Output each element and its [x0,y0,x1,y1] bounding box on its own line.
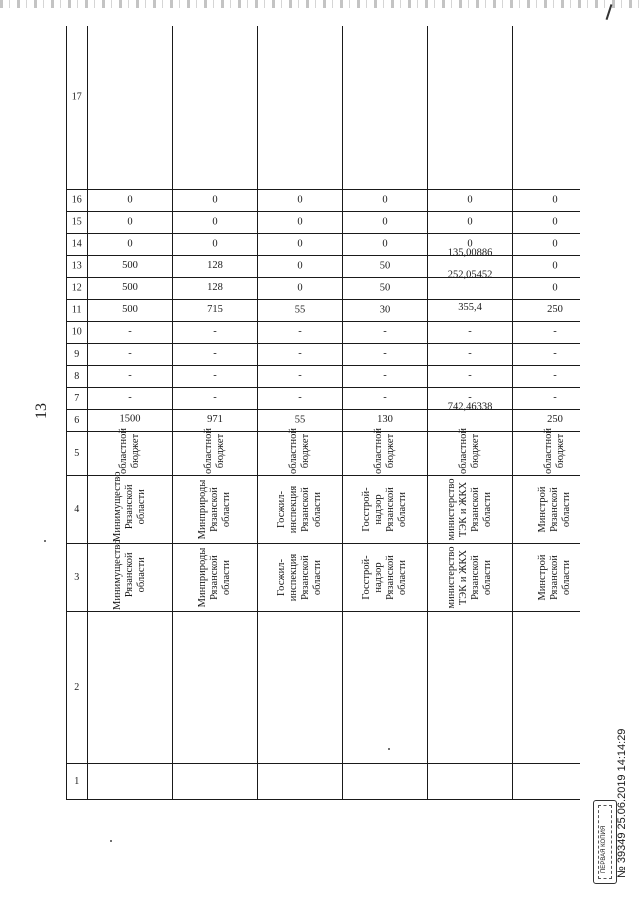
column-header-label: 16 [72,194,82,206]
table-frame [66,26,580,800]
table-cell-col14 [173,234,258,256]
stamp-label: ПЕРВАЯ КОПИЯ [601,825,607,873]
table-cell-col13 [513,256,581,278]
table-cell-col8 [173,366,258,388]
table-cell-col8 [428,366,513,388]
table-cell-col7 [88,388,173,410]
table-cell-col1 [343,764,428,800]
table-cell-col15 [258,212,343,234]
cell-text: - [128,392,132,404]
column-header-label: 2 [74,681,80,693]
cell-text: 0 [467,238,473,250]
cell-text: 0 [382,238,388,250]
cell-text: 355,4 [458,302,482,314]
cell-text: 0 [297,260,303,272]
scan-speck [110,840,112,842]
table-cell-col10 [88,322,173,344]
column-header-7 [67,388,88,410]
cell-text: 0 [467,216,473,228]
cell-text: 0 [552,238,558,250]
column-header-label: 12 [72,282,82,294]
table-cell-col12 [88,278,173,300]
cell-text: - [468,370,472,382]
cell-text: 0 [127,194,133,206]
column-header-label: 14 [72,238,82,250]
cell-text: областной бюджет [117,428,141,474]
table-cell-col13 [88,256,173,278]
table-cell-col13 [173,256,258,278]
scan-speck [388,748,390,750]
cell-text: Минприроды Рязанской области [196,547,233,608]
column-header-label: 9 [74,348,80,360]
cell-text: 0 [552,282,558,294]
cell-text: 715 [207,304,223,316]
column-header-4 [67,476,88,544]
table-cell-col17 [428,26,513,190]
cell-text: областной бюджет [457,428,481,474]
cell-text: 0 [297,194,303,206]
cell-text: - [213,326,217,338]
table-cell-col15 [343,212,428,234]
cell-text: областной бюджет [202,428,226,474]
table-cell-col7 [173,388,258,410]
table-cell-col8 [88,366,173,388]
table-cell-col11 [88,300,173,322]
cell-text: 128 [207,260,223,272]
table-cell-col8 [513,366,581,388]
table-cell-col11 [173,300,258,322]
table-cell-col7 [343,388,428,410]
cell-text: Минстрой Рязанской области [536,486,573,533]
column-header-15 [67,212,88,234]
table-cell-col16 [258,190,343,212]
column-header-6 [67,410,88,432]
column-header-3 [67,544,88,612]
table-body [88,26,581,800]
column-header-14 [67,234,88,256]
cell-text: 55 [294,414,306,426]
table-cell-col7 [513,388,581,410]
table-cell-col6 [428,401,513,432]
table-cell-col11 [343,300,428,322]
table-cell-col12 [258,278,343,300]
column-header-label: 4 [74,503,80,515]
cell-text: 0 [297,238,303,250]
table-cell-col16 [513,190,581,212]
table-cell-col5 [428,428,513,476]
page-number: 13 [33,403,50,419]
table-cell-col9 [513,344,581,366]
cell-text: - [298,392,302,404]
table-rotation [66,26,580,800]
table-cell-col4 [88,471,173,544]
cell-text: - [298,326,302,338]
cell-text: 0 [552,216,558,228]
cell-text: Минимущество Рязанской области [111,471,148,542]
table-cell-col2 [258,612,343,764]
budget-table [66,26,580,800]
table-cell-col5 [513,428,581,476]
table-cell-col15 [88,212,173,234]
cell-text: министерство ТЭК и ЖКХ Рязанской области [445,546,494,609]
cell-text: 0 [467,194,473,206]
table-cell-col10 [513,322,581,344]
table-cell-col4 [428,476,513,544]
table-cell-col15 [173,212,258,234]
table-cell-col3 [88,539,173,612]
table-row [343,26,428,800]
cell-text: областной бюджет [542,428,566,474]
table-cell-col12 [513,278,581,300]
table-cell-col17 [258,26,343,190]
column-header-13 [67,256,88,278]
table-cell-col3 [258,544,343,612]
table-cell-col10 [258,322,343,344]
column-header-label: 6 [74,414,80,426]
table-cell-col9 [428,344,513,366]
table-cell-col9 [173,344,258,366]
column-header-label: 3 [74,571,80,583]
table-cell-col5 [173,428,258,476]
table-cell-col16 [343,190,428,212]
cell-text: - [298,348,302,360]
cell-text: 0 [297,216,303,228]
column-header-label: 5 [74,447,80,459]
table-cell-col15 [428,212,513,234]
table-cell-col12 [343,278,428,300]
header-row [67,26,88,800]
table-cell-col8 [258,366,343,388]
table-cell-col17 [513,26,581,190]
table-cell-col1 [88,764,173,800]
cell-text: 1500 [119,413,141,425]
cell-text: 500 [122,260,138,272]
column-header-label: 17 [72,91,82,103]
cell-text: - [213,348,217,360]
cell-text: 50 [379,282,391,294]
cell-text: - [553,326,557,338]
column-header-5 [67,432,88,476]
scan-speck [44,540,46,542]
column-header-label: 11 [72,304,82,316]
cell-text: - [128,326,132,338]
column-header-8 [67,366,88,388]
table-cell-col17 [343,26,428,190]
cell-text: областной бюджет [287,428,311,474]
cell-text: - [383,326,387,338]
table-cell-col14 [513,234,581,256]
cell-text: 742,46338 [447,401,493,413]
table-cell-col11 [428,300,513,322]
cell-text: 130 [377,414,393,426]
table-cell-col9 [88,344,173,366]
cell-text: Минстрой Рязанской области [536,554,573,601]
column-header-9 [67,344,88,366]
table-cell-col10 [343,322,428,344]
cell-text: - [383,392,387,404]
cell-text: - [553,370,557,382]
table-cell-col1 [428,764,513,800]
table-row [513,26,581,800]
table-cell-col4 [173,476,258,544]
table-cell-col5 [88,428,173,476]
column-header-label: 8 [74,370,80,382]
table-row [258,26,343,800]
cell-text: 0 [127,238,133,250]
cell-text: Госжил-инспекция Рязанской области [275,485,324,534]
table-cell-col4 [258,476,343,544]
table-row [428,26,513,800]
table-cell-col2 [513,612,581,764]
table-cell-col2 [343,612,428,764]
table-cell-col14 [88,234,173,256]
column-header-label: 13 [72,260,82,272]
table-cell-col10 [173,322,258,344]
table-cell-col6 [88,410,173,432]
cell-text: 0 [212,216,218,228]
cell-text: 500 [122,282,138,294]
table-cell-col16 [428,190,513,212]
table-cell-col14 [258,234,343,256]
table-cell-col17 [88,26,173,190]
cell-text: 0 [212,194,218,206]
cell-text: министерство ТЭК и ЖКХ Рязанской области [445,478,494,541]
table-cell-col2 [88,612,173,764]
cell-text: 135,00886 [447,247,493,259]
cell-text: - [468,392,472,404]
table-cell-col10 [428,322,513,344]
document-id: № 39349 25.06.2019 14:14:29 [616,728,628,878]
table-cell-col16 [173,190,258,212]
column-header-10 [67,322,88,344]
column-header-12 [67,278,88,300]
cell-text: 128 [207,282,223,294]
table-cell-col14 [343,234,428,256]
column-header-label: 1 [74,775,80,787]
cell-text: Минприроды Рязанской области [196,479,233,540]
cell-text: 0 [552,194,558,206]
table-cell-col12 [173,278,258,300]
table-cell-col1 [513,764,581,800]
scan-top-edge [0,0,640,8]
table-cell-col9 [258,344,343,366]
table-cell-col15 [513,212,581,234]
table-cell-col13 [343,256,428,278]
table-cell-col3 [513,544,581,612]
table-cell-col8 [343,366,428,388]
table-cell-col4 [343,476,428,544]
cell-text: 971 [207,414,223,426]
table-cell-col1 [173,764,258,800]
cell-text: 252,05452 [447,269,493,281]
table-cell-col9 [343,344,428,366]
cell-text: - [468,326,472,338]
column-header-11 [67,300,88,322]
table-cell-col5 [343,428,428,476]
table-cell-col3 [173,544,258,612]
table-row [173,26,258,800]
cell-text: - [553,348,557,360]
cell-text: 0 [212,238,218,250]
cell-text: 250 [547,414,563,426]
cell-text: - [383,348,387,360]
column-header-1 [67,764,88,800]
cell-text: - [128,348,132,360]
cell-text: - [213,370,217,382]
column-header-label: 15 [72,216,82,228]
cell-text: Госжил-инспекция Рязанской области [275,553,324,602]
table-cell-col2 [428,612,513,764]
table-cell-col13 [258,256,343,278]
cell-text: 0 [382,216,388,228]
table-cell-col2 [173,612,258,764]
cell-text: Госстрой-надзор Рязанской области [360,555,409,600]
cell-text: Госстрой-надзор Рязанской области [360,487,409,532]
table-cell-col7 [258,388,343,410]
column-header-label: 10 [72,326,82,338]
cell-text: - [128,370,132,382]
table-cell-col11 [513,300,581,322]
cell-text: 0 [552,260,558,272]
table-cell-col1 [258,764,343,800]
cell-text: - [298,370,302,382]
cell-text: - [383,370,387,382]
table-cell-col12 [428,269,513,300]
cell-text: Минимущество Рязанской области [111,539,148,610]
cell-text: областной бюджет [372,428,396,474]
table-cell-col3 [343,544,428,612]
cell-text: 500 [122,304,138,316]
column-header-label: 7 [74,392,80,404]
cell-text: - [553,392,557,404]
table-cell-col5 [258,428,343,476]
cell-text: 55 [294,304,306,316]
cell-text: 50 [379,260,391,272]
column-header-16 [67,190,88,212]
table-cell-col3 [428,544,513,612]
cell-text: 0 [382,194,388,206]
table-cell-col16 [88,190,173,212]
cell-text: 30 [379,304,391,316]
official-stamp [593,800,617,884]
table-cell-col4 [513,476,581,544]
cell-text: - [213,392,217,404]
cell-text: 0 [127,216,133,228]
table-cell-col17 [173,26,258,190]
cell-text: - [468,348,472,360]
table-row [88,26,173,800]
cell-text: 0 [297,282,303,294]
cell-text: 250 [547,304,563,316]
column-header-17 [67,26,88,190]
table-cell-col11 [258,300,343,322]
column-header-2 [67,612,88,764]
